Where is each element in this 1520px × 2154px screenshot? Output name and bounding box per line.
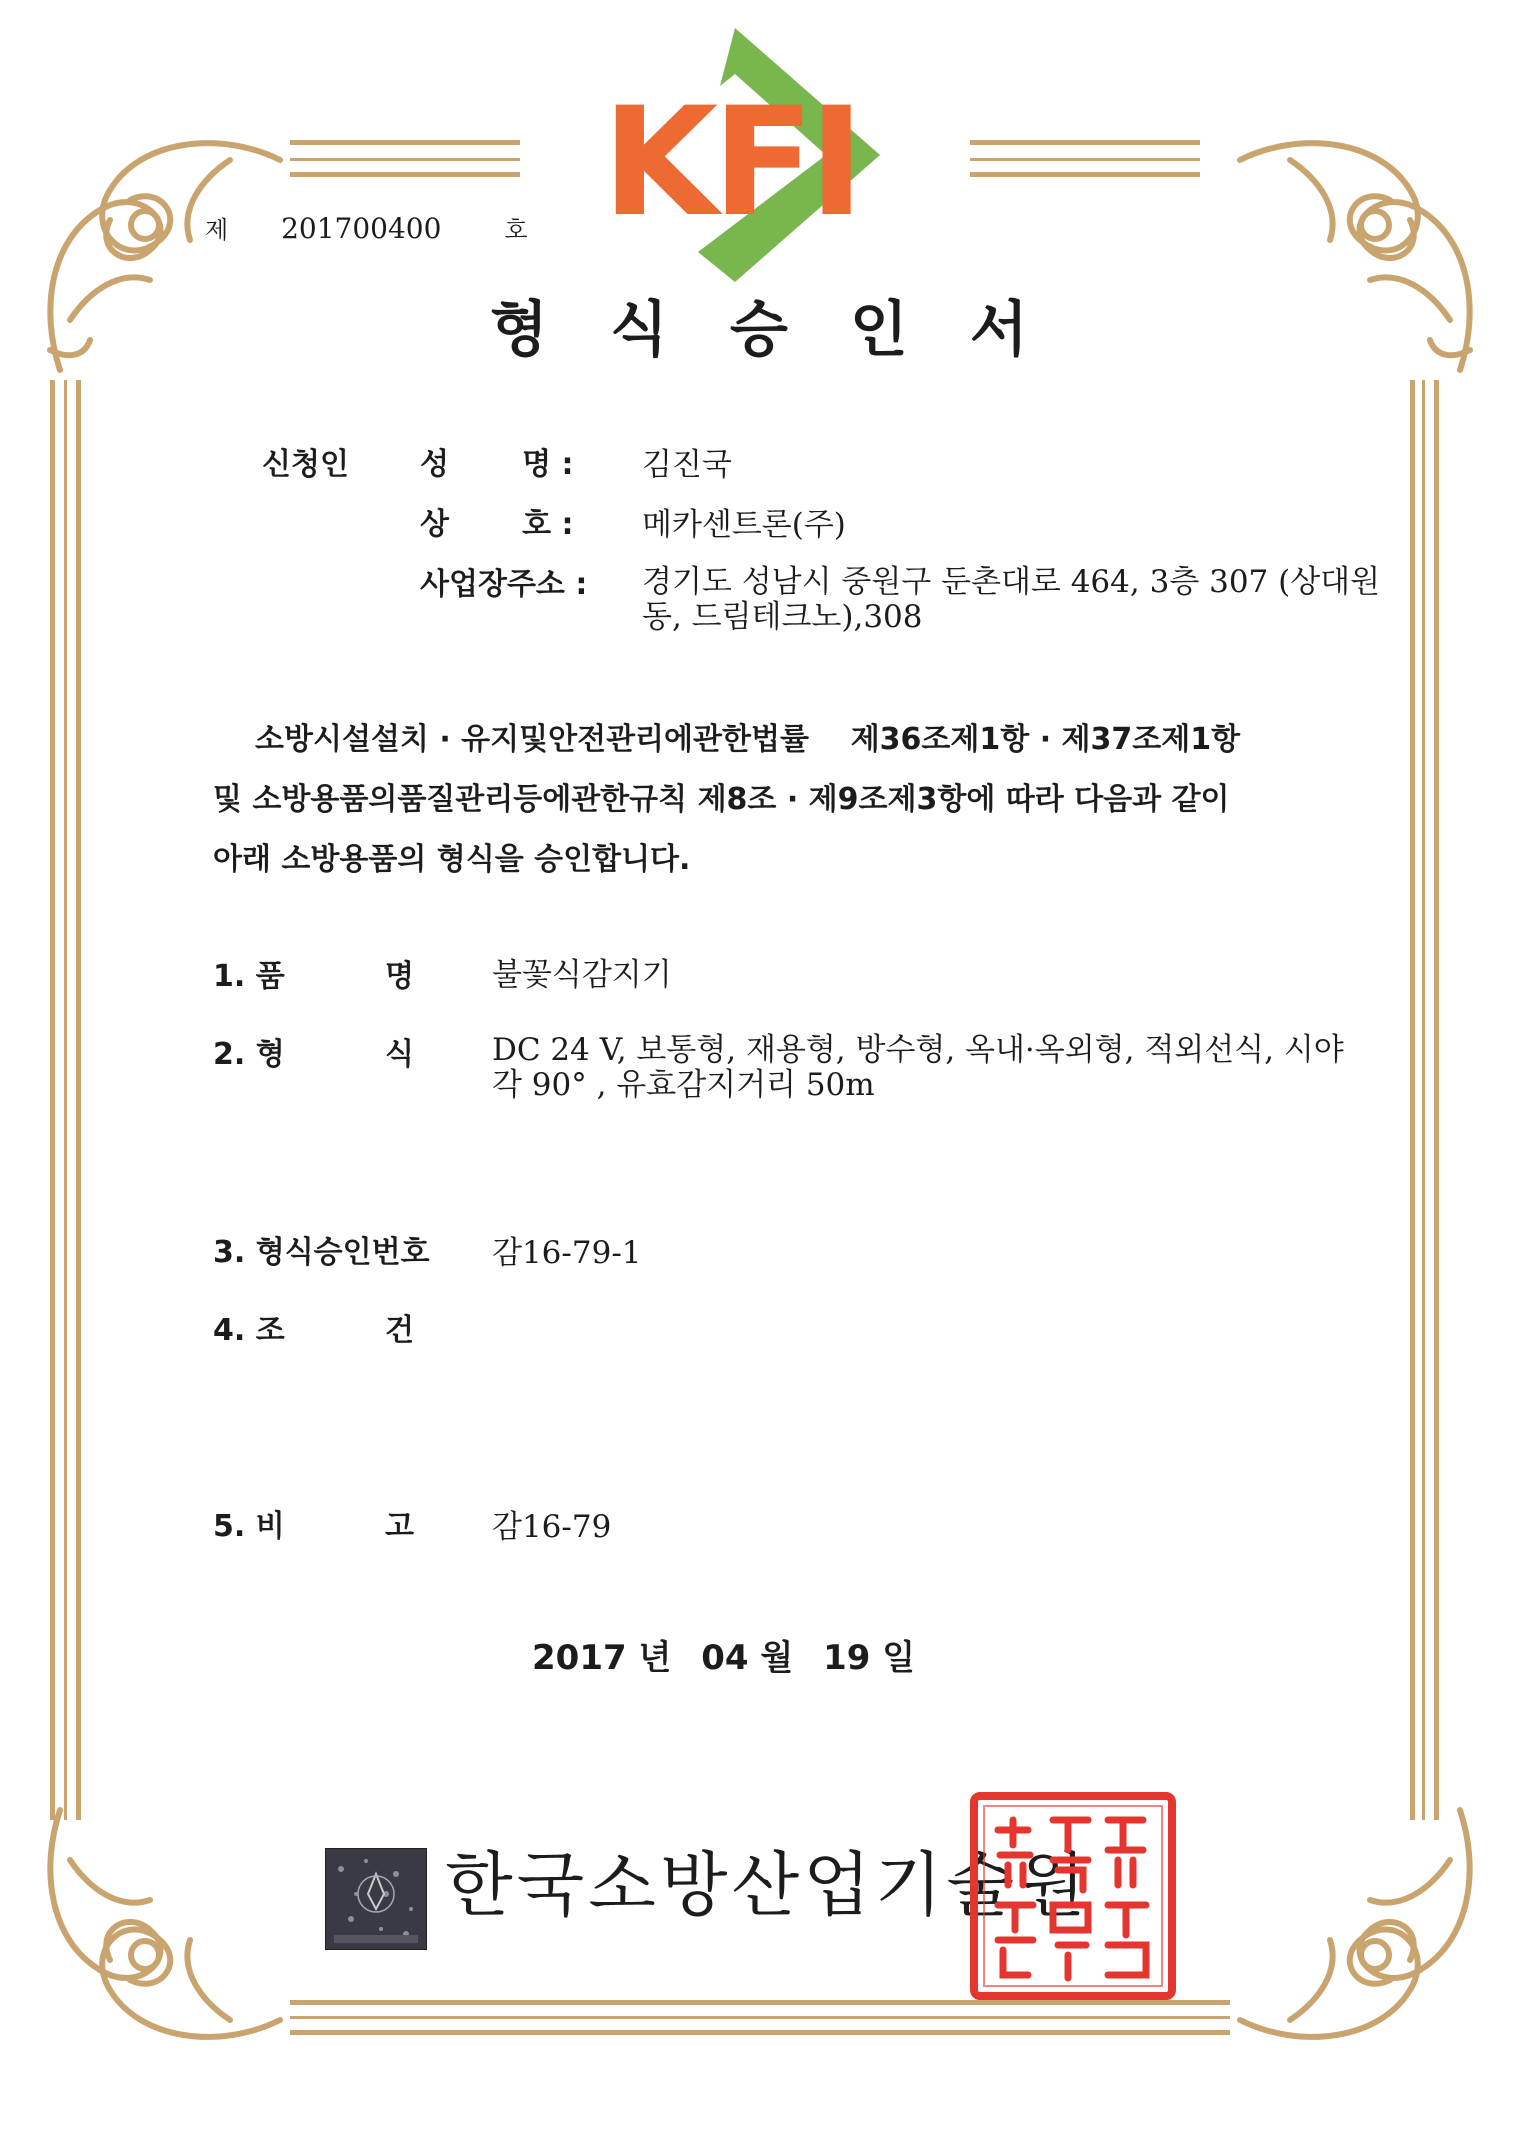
address-label: 사업장주소 : <box>420 567 588 602</box>
item-label-2: 건 <box>385 1313 414 1348</box>
issuer-emblem <box>325 1848 427 1950</box>
item-value: DC 24 V, 보통형, 재용형, 방수형, 옥내·옥외형, 적외선식, 시야각 90° , 유효감지거리 50m <box>492 1032 1344 1103</box>
item-label-2: 명 <box>385 959 414 994</box>
item-value: 불꽃식감지기 <box>492 957 672 993</box>
date-day-unit: 일 <box>882 1638 916 1678</box>
official-seal <box>968 1790 1178 2002</box>
item-label: 2. 형 <box>213 1037 285 1072</box>
issue-date <box>532 1630 915 1679</box>
cert-no-value: 201700400 <box>281 212 442 245</box>
date-year-unit: 년 <box>638 1638 672 1678</box>
date-month-unit: 월 <box>760 1638 794 1678</box>
date-year: 2017 <box>532 1638 627 1678</box>
item-label: 5. 비 <box>213 1509 285 1544</box>
item-label: 3. 형식승인번호 <box>213 1235 430 1270</box>
cert-no-prefix: 제 <box>205 216 229 244</box>
item-value: 감16-79-1 <box>492 1235 642 1271</box>
cert-no-suffix: 호 <box>504 216 528 244</box>
ornament-top-right <box>1230 120 1490 380</box>
item-label: 4. 조 <box>213 1313 285 1348</box>
kfi-logo <box>580 20 890 290</box>
logo-text: KFI <box>602 76 859 250</box>
emblem-icon <box>326 1849 426 1949</box>
statement-line-1: 소방시설설치 · 유지및안전관리에관한법률 제36조제1항 · 제37조제1항 <box>255 722 1241 757</box>
ornament-top-left <box>30 120 290 380</box>
statement-line-3: 아래 소방용품의 형식을 승인합니다. <box>213 842 691 877</box>
item-label-2: 고 <box>385 1509 414 1544</box>
applicant-section-label: 신청인 <box>262 447 349 482</box>
item-label: 1. 품 <box>213 959 285 994</box>
item-label-2: 식 <box>385 1037 414 1072</box>
ornament-bottom-right <box>1230 1800 1490 2060</box>
applicant-name-value: 김진국 <box>642 447 732 483</box>
certificate-number <box>205 210 528 245</box>
applicant-name-label: 성 명 : <box>420 447 574 482</box>
ornament-bottom-left <box>30 1800 290 2060</box>
statement-line-2: 및 소방용품의품질관리등에관한규칙 제8조 · 제9조제3항에 따라 다음과 같이 <box>213 782 1230 817</box>
seal-stamp-icon <box>968 1790 1178 2002</box>
issuer-name: 한국소방산업기술원 <box>445 1844 1090 1926</box>
company-value: 메카센트론(주) <box>642 507 846 543</box>
item-value: 감16-79 <box>492 1509 612 1545</box>
date-day: 19 <box>823 1638 871 1678</box>
address-value: 경기도 성남시 중원구 둔촌대로 464, 3층 307 (상대원동, 드림테크노),308 <box>642 564 1381 635</box>
date-month: 04 <box>701 1638 749 1678</box>
company-label: 상 호 : <box>420 507 574 542</box>
page-title: 형식승인서 <box>490 295 1090 365</box>
